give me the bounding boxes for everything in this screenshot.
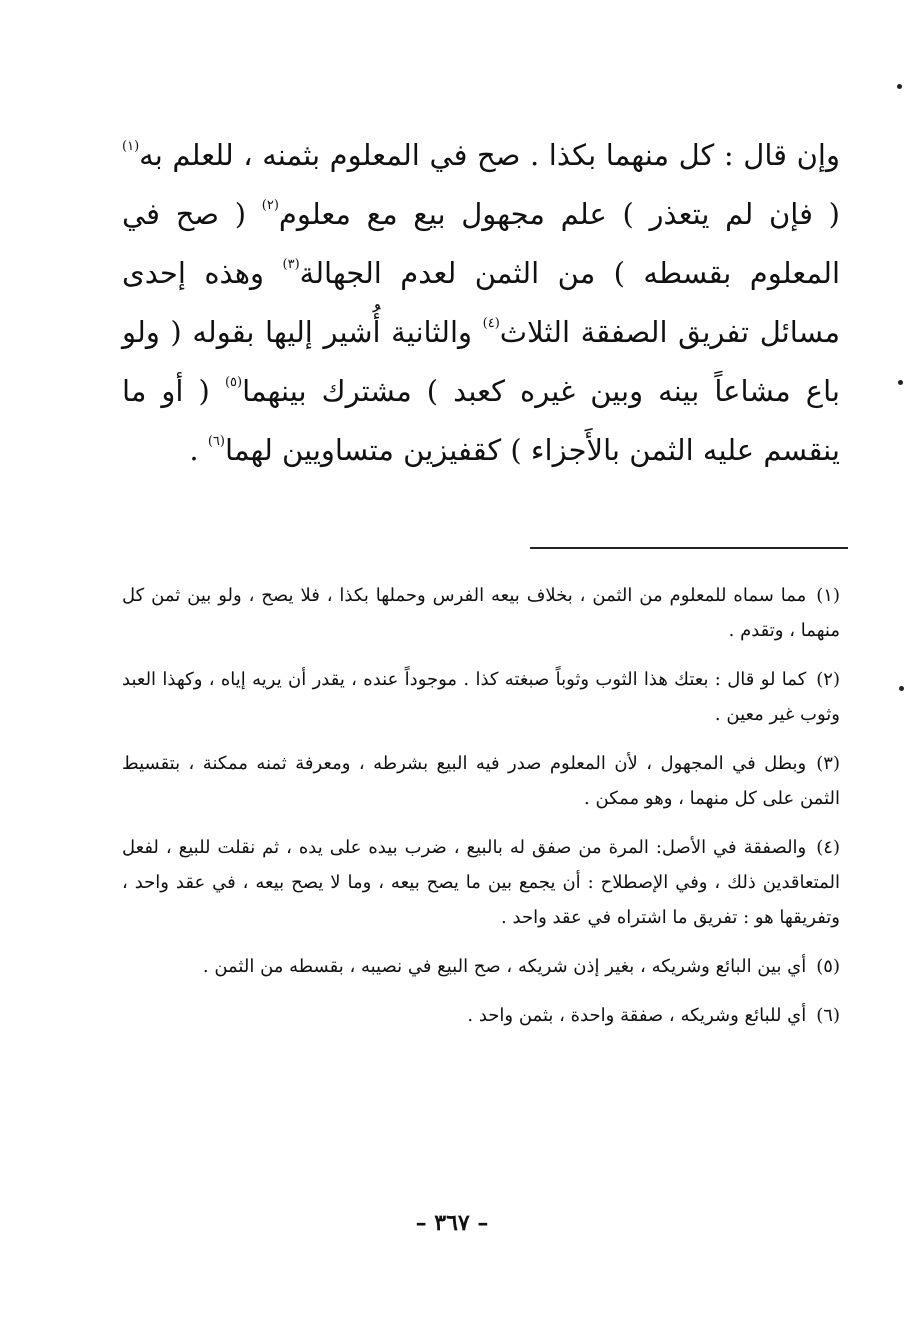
footnote-text: كما لو قال : بعتك هذا الثوب وثوباً صبغته كذا . موجوداً عنده ، يقدر أن يريه إياه ، وكهذا العبد وثوب غير معين . — [122, 669, 840, 725]
footnote-separator — [530, 547, 848, 549]
footnote-number: (٢) — [816, 669, 840, 690]
footnote-text: والصفقة في الأصل: المرة من صفق له بالبيع ، ضرب بيده على يده ، ثم نقلت للبيع ، لفعل المتعاقدين ذلك ، وفي الإصطلاح : أن يجمع بين ما يصح بيعه ، وما لا يصح بيعه ، في عقد واحد ، وتفريقها هو : تفريق ما اشتراه في عقد واحد . — [122, 837, 840, 928]
footnote-reference: (٣) — [282, 257, 300, 272]
footnote-reference: (٢) — [261, 198, 279, 213]
footnote-number: (٣) — [816, 753, 840, 774]
footnote-text: أي بين البائع وشريكه ، بغير إذن شريكه ، صح البيع في نصيبه ، بقسطه من الثمن . — [202, 956, 807, 977]
main-text-segment: ( فإن لم يتعذر ) علم مجهول بيع مع معلوم — [278, 197, 840, 231]
footnote-number: (٤) — [816, 837, 840, 858]
footnote-text: أي للبائع وشريكه ، صفقة واحدة ، بثمن واحد . — [467, 1005, 807, 1026]
footnote-reference: (٥) — [224, 375, 243, 390]
main-text-segment: ( أو ما ينقسم عليه الثمن بالأَجزاء ) كقفيزين متساويين لهما — [122, 374, 840, 467]
page-number: – ٣٦٧ – — [415, 1210, 489, 1236]
footnote-2 — [122, 662, 840, 732]
footnote-number: (٦) — [816, 1005, 840, 1026]
main-text-segment: وإن قال : كل منهما بكذا . صح في المعلوم بثمنه ، للعلم به — [139, 138, 840, 172]
main-text-segment: والثانية أُشير إليها بقوله ( ولو باع مشاعاً بينه وبين غيره كعبد ) مشترك بينهما — [122, 315, 840, 408]
footnote-reference: (٤) — [482, 316, 500, 331]
footnote-1 — [122, 578, 840, 648]
footnote-5 — [122, 949, 840, 984]
footnote-number: (١) — [816, 585, 840, 606]
footnote-text: مما سماه للمعلوم من الثمن ، بخلاف بيعه الفرس وحملها بكذا ، فلا يصح ، ولو بين ثمن كل منهما ، وتقدم . — [122, 585, 840, 641]
scan-mark — [899, 686, 904, 691]
footnote-6 — [122, 998, 840, 1033]
footnote-reference: (١) — [122, 139, 140, 154]
footnotes — [122, 578, 840, 1047]
main-text-segment: . — [189, 433, 208, 467]
footnote-reference: (٦) — [207, 434, 225, 449]
main-text — [122, 126, 840, 480]
footnote-number: (٥) — [816, 956, 840, 977]
footnote-text: وبطل في المجهول ، لأن المعلوم صدر فيه البيع بشرطه ، ومعرفة ثمنه ممكنة ، بتقسيط الثمن على كل منهما ، وهو ممكن . — [122, 753, 840, 809]
main-text-segment: وهذه إحدى مسائل تفريق الصفقة الثلاث — [122, 256, 840, 349]
footnote-3 — [122, 746, 840, 816]
scan-mark — [898, 380, 903, 385]
main-text-segment: ( صح في المعلوم بقسطه ) من الثمن لعدم الجهالة — [122, 197, 840, 290]
footnote-4 — [122, 830, 840, 935]
scan-mark — [897, 84, 902, 89]
main-paragraph — [122, 126, 840, 480]
